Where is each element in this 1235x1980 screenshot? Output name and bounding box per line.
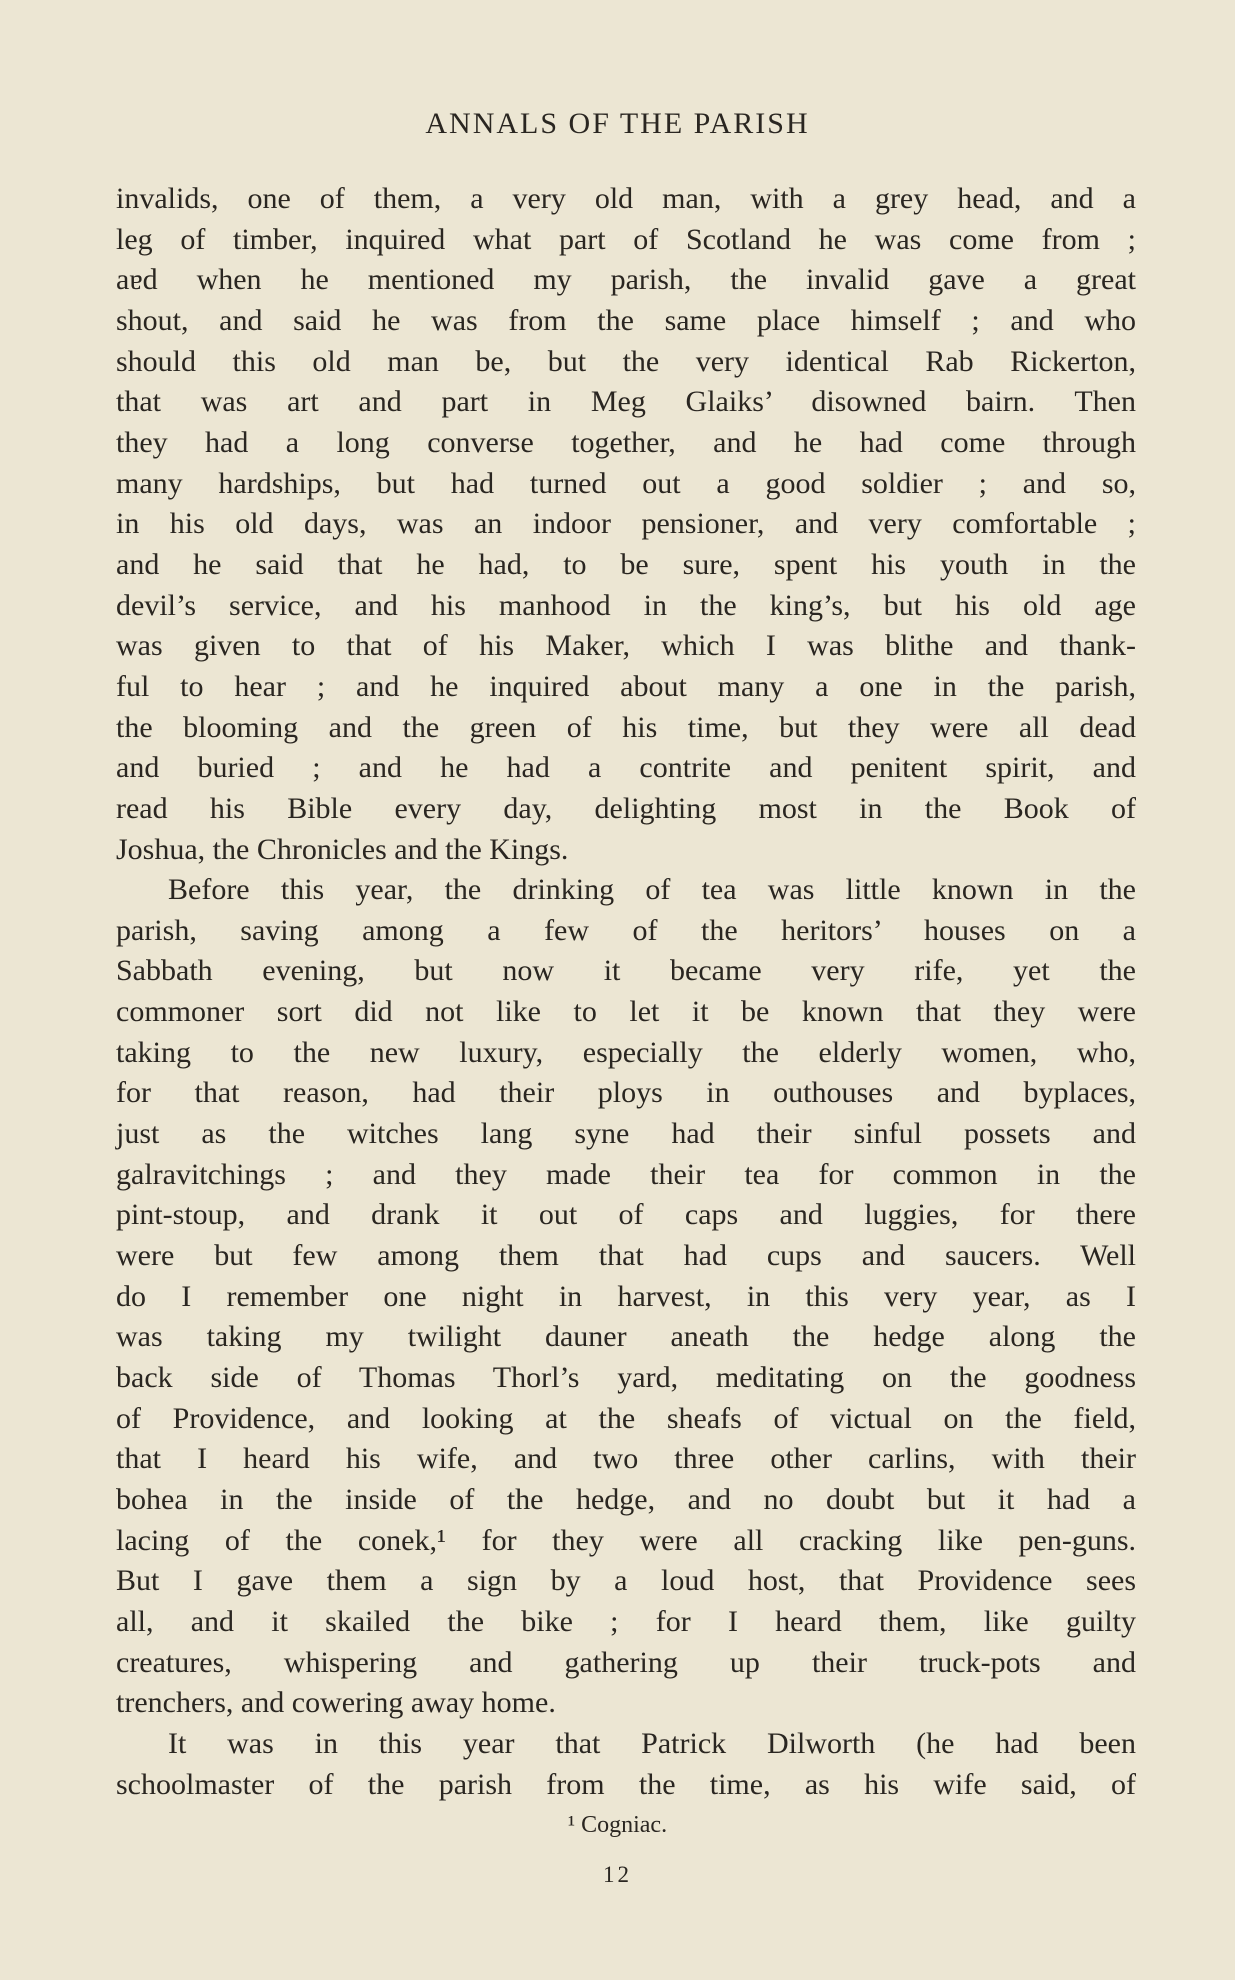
text-line: back side of Thomas Thorl’s yard, meditating on the goodness bbox=[116, 1361, 1136, 1395]
text-line: ful to hear ; and he inquired about many a one in the parish, bbox=[116, 669, 1136, 703]
text-line: commoner sort did not like to let it be known that they were bbox=[116, 995, 1136, 1029]
text-line: all, and it skailed the bike ; for I heard them, like guilty bbox=[116, 1604, 1136, 1638]
paragraph-end-line: trenchers, and cowering away home. bbox=[116, 1686, 556, 1720]
text-line: the blooming and the green of his time, but they were all dead bbox=[116, 710, 1136, 744]
text-line: were but few among them that had cups and saucers. Well bbox=[116, 1239, 1136, 1273]
paragraph-end-line: Joshua, the Chronicles and the Kings. bbox=[116, 832, 569, 866]
text-line: of Providence, and looking at the sheafs of victual on the field, bbox=[116, 1401, 1136, 1435]
text-line: devil’s service, and his manhood in the king’s, but his old age bbox=[116, 588, 1136, 622]
text-line: in his old days, was an indoor pensioner, and very comfortable ; bbox=[116, 507, 1136, 541]
text-line: do I remember one night in harvest, in this very year, as I bbox=[116, 1279, 1136, 1313]
running-head: ANNALS OF THE PARISH bbox=[425, 107, 810, 140]
text-line: aɐd when he mentioned my parish, the invalid gave a great bbox=[116, 263, 1136, 297]
text-line: that I heard his wife, and two three other carlins, with their bbox=[116, 1442, 1136, 1476]
page-number: 12 bbox=[603, 1862, 632, 1887]
paragraph-start-line: It was in this year that Patrick Dilworth (he had been bbox=[168, 1726, 1136, 1760]
text-line: should this old man be, but the very identical Rab Rickerton, bbox=[116, 344, 1136, 378]
text-line: just as the witches lang syne had their sinful possets and bbox=[116, 1117, 1136, 1151]
text-line: was taking my twilight dauner aneath the hedge along the bbox=[116, 1320, 1136, 1354]
text-line: parish, saving among a few of the heritors’ houses on a bbox=[116, 913, 1136, 947]
text-line: Sabbath evening, but now it became very rife, yet the bbox=[116, 954, 1136, 988]
text-line: leg of timber, inquired what part of Scotland he was come from ; bbox=[116, 222, 1136, 256]
text-line: shout, and said he was from the same place himself ; and who bbox=[116, 303, 1136, 337]
text-line: for that reason, had their ploys in outhouses and byplaces, bbox=[116, 1076, 1136, 1110]
text-line: invalids, one of them, a very old man, with a grey head, and a bbox=[116, 182, 1136, 215]
paragraph-start-line: Before this year, the drinking of tea was little known in the bbox=[168, 873, 1136, 907]
text-line: they had a long converse together, and he had come through bbox=[116, 425, 1136, 459]
text-line: taking to the new luxury, especially the elderly women, who, bbox=[116, 1035, 1136, 1069]
text-line: galravitchings ; and they made their tea for common in the bbox=[116, 1157, 1136, 1191]
body-text bbox=[116, 179, 1136, 1805]
text-line: creatures, whispering and gathering up their truck-pots and bbox=[116, 1645, 1136, 1679]
text-line: was given to that of his Maker, which I was blithe and thank- bbox=[116, 629, 1136, 663]
footnote: ¹ Cogniac. bbox=[567, 1812, 668, 1838]
text-line: many hardships, but had turned out a good soldier ; and so, bbox=[116, 466, 1136, 500]
text-line: But I gave them a sign by a loud host, that Providence sees bbox=[116, 1564, 1136, 1598]
text-line: bohea in the inside of the hedge, and no doubt but it had a bbox=[116, 1483, 1136, 1516]
text-line: lacing of the conek,¹ for they were all cracking like pen-guns. bbox=[116, 1523, 1136, 1557]
text-line: schoolmaster of the parish from the time, as his wife said, of bbox=[116, 1767, 1136, 1801]
text-line: pint-stoup, and drank it out of caps and luggies, for there bbox=[116, 1198, 1136, 1232]
text-line: read his Bible every day, delighting most in the Book of bbox=[116, 791, 1136, 825]
text-line: that was art and part in Meg Glaiks’ disowned bairn. Then bbox=[116, 385, 1136, 419]
text-line: and he said that he had, to be sure, spent his youth in the bbox=[116, 547, 1136, 581]
text-line: and buried ; and he had a contrite and penitent spirit, and bbox=[116, 751, 1136, 785]
